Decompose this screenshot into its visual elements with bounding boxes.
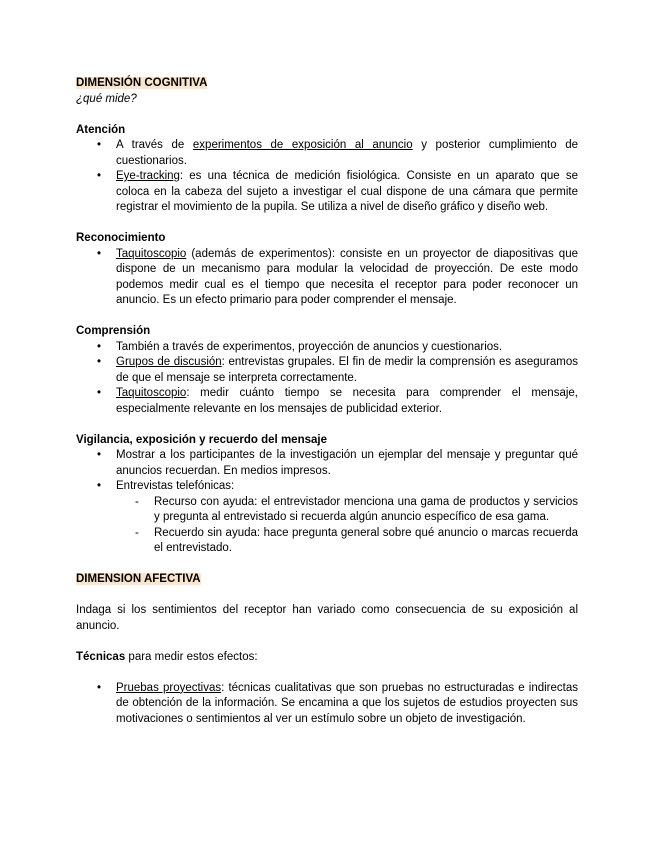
- attention-heading: Atención: [76, 123, 126, 136]
- list-item: • Taquitoscopio (además de experimentos): consiste en un proyector de diapositivas que dispone de un mecanismo para modular la velocidad de proyección. De este modo podemos medir cual es el tiempo que necesita el receptor para poder reconocer un anuncio. Es un efecto primario para poder comprender el mensaje.: [76, 247, 578, 309]
- list-item: • Pruebas proyectivas: técnicas cualitativas que son pruebas no estructuradas e indirectas de obtención de la información. Se encamina a que los sujetos de estudios proyecten sus motivaciones o sentimientos al ver un estímulo sobre un objeto de investigación.: [76, 681, 578, 728]
- vigilance-list: [76, 448, 578, 557]
- attention-list: [76, 138, 578, 216]
- sub-list: [116, 495, 578, 557]
- cognitive-question: ¿qué mide?: [76, 92, 137, 105]
- comprehension-list: [76, 340, 578, 418]
- list-item: • Eye-tracking: es una técnica de medición fisiológica. Consiste en un aparato que se coloca en la cabeza del sujeto a investigar el cual dispone de una cámara que permite registrar el movimiento de la pupila. Se utiliza a nivel de diseño gráfico y diseño web.: [76, 169, 578, 216]
- list-item: • A través de experimentos de exposición al anuncio y posterior cumplimiento de cuestionarios.: [76, 138, 578, 169]
- list-item: • Grupos de discusión: entrevistas grupales. El fin de medir la comprensión es aseguramos de que el mensaje se interpreta correctamente.: [76, 355, 578, 386]
- link-text: Grupos de discusión: [116, 356, 222, 368]
- sub-list-item: - Recurso con ayuda: el entrevistador menciona una gama de productos y servicios y pregunta al entrevistado si recuerda algún anuncio específico de esa gama.: [116, 495, 578, 526]
- link-text: Taquitoscopio: [116, 387, 187, 399]
- affective-section-title: [76, 572, 578, 588]
- link-text: Eye-tracking: [116, 170, 180, 182]
- document-content: [76, 76, 578, 727]
- sub-list-item: - Recuerdo sin ayuda: hace pregunta general sobre qué anuncio o marcas recuerda el entrevistado.: [116, 526, 578, 557]
- cognitive-title: DIMENSIÓN COGNITIVA: [76, 77, 208, 89]
- list-item: • Entrevistas telefónicas: - Recurso con ayuda: el entrevistador menciona una gama de productos y servicios y pregunta al entrevistado si recuerda algún anuncio específico de esa gama. - Recuerdo sin ayuda: hace pregunta general sobre qué anuncio o marcas recuerda el entrevistado.: [76, 479, 578, 557]
- vigilance-heading: Vigilancia, exposición y recuerdo del mensaje: [76, 433, 327, 446]
- affective-list: [76, 681, 578, 728]
- link-text: experimentos de exposición al anuncio: [192, 139, 413, 151]
- cognitive-section-title: [76, 76, 578, 92]
- list-item: • Mostrar a los participantes de la investigación un ejemplar del mensaje y preguntar qué anuncios recuerdan. En medios impresos.: [76, 448, 578, 479]
- list-item: • Taquitoscopio: medir cuánto tiempo se necesita para comprender el mensaje, especialmente relevante en los mensajes de publicidad exterior.: [76, 386, 578, 417]
- link-text: Taquitoscopio: [116, 247, 187, 260]
- comprehension-heading: Comprensión: [76, 325, 151, 337]
- link-text: Pruebas proyectivas: [116, 681, 222, 694]
- recognition-heading: Reconocimiento: [76, 232, 166, 244]
- affective-title: DIMENSION AFECTIVA: [76, 573, 201, 585]
- recognition-list: [76, 247, 578, 309]
- techniques-line: Técnicas para medir estos efectos:: [76, 650, 258, 663]
- list-item: • También a través de experimentos, proyección de anuncios y cuestionarios.: [76, 340, 578, 356]
- affective-intro: Indaga si los sentimientos del receptor han variado como consecuencia de su exposición al anuncio.: [76, 604, 578, 632]
